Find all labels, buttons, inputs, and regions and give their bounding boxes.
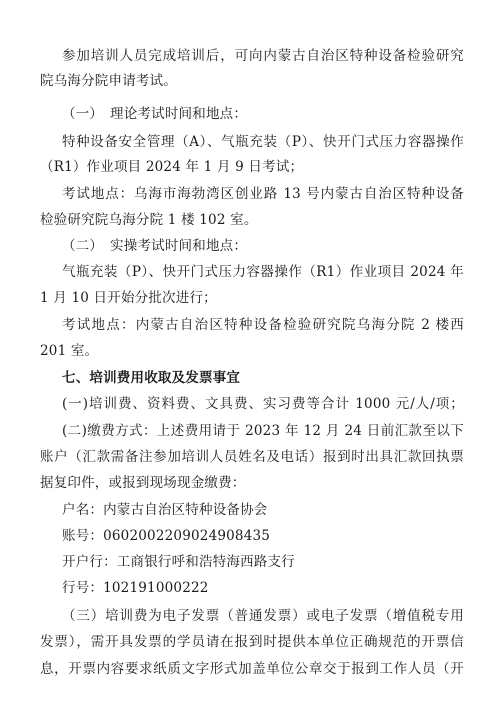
section-heading-practical-exam: （二） 实操考试时间和地点： <box>62 238 248 254</box>
paragraph-line: 参加培训人员完成培训后，可向内蒙古自治区特种设备检验研究 <box>62 48 464 64</box>
paragraph-line: 考试地点：乌海市海勃湾区创业路 13 号内蒙古自治区特种设备 <box>62 186 464 202</box>
account-number: 账号：0602002209024908435 <box>62 528 271 544</box>
section-heading-fees-invoice: 七、培训费用收取及发票事宜 <box>62 370 241 386</box>
paragraph-line: （R1）作业项目 2024 年 1 月 9 日考试； <box>40 159 304 175</box>
paragraph-line: 院乌海分院申请考试。 <box>40 73 177 89</box>
paragraph-line: （三）培训费为电子发票（普通发票）或电子发票（增值税专用 <box>62 608 464 624</box>
paragraph-line: 发票），需开具发票的学员请在报到时提供本单位正确规范的开票信 <box>40 634 464 650</box>
paragraph-line: 检验研究院乌海分院 1 楼 102 室。 <box>40 212 258 228</box>
section-heading-theory-exam: （一） 理论考试时间和地点： <box>62 106 248 122</box>
bank-branch: 开户行：工商银行呼和浩特海西路支行 <box>62 554 295 570</box>
paragraph-line: 1 月 10 日开始分批次进行； <box>40 290 217 306</box>
paragraph-line: 气瓶充装（P）、快开门式压力容器操作（R1）作业项目 2024 年 <box>62 264 464 280</box>
account-name: 户名：内蒙古自治区特种设备协会 <box>62 502 268 518</box>
paragraph-line: 息，开票内容要求纸质文字形式加盖单位公章交于报到工作人员（开 <box>40 661 464 677</box>
paragraph-line: 考试地点：内蒙古自治区特种设备检验研究院乌海分院 2 楼西 <box>62 317 464 333</box>
paragraph-line: 据复印件，或报到现场现金缴费： <box>40 475 246 491</box>
bank-code: 行号：102191000222 <box>62 580 209 596</box>
paragraph-line: 账户（汇款需备注参加培训人员姓名及电话）报到时出具汇款回执票 <box>40 449 464 465</box>
paragraph-line: (二)缴费方式：上述费用请于 2023 年 12 月 24 日前汇款至以下 <box>62 423 464 439</box>
paragraph-line: 201 室。 <box>40 343 99 359</box>
paragraph-line: 特种设备安全管理（A）、气瓶充装（P）、快开门式压力容器操作 <box>62 134 464 150</box>
paragraph-line: (一)培训费、资料费、文具费、实习费等合计 1000 元/人/项； <box>62 396 464 412</box>
